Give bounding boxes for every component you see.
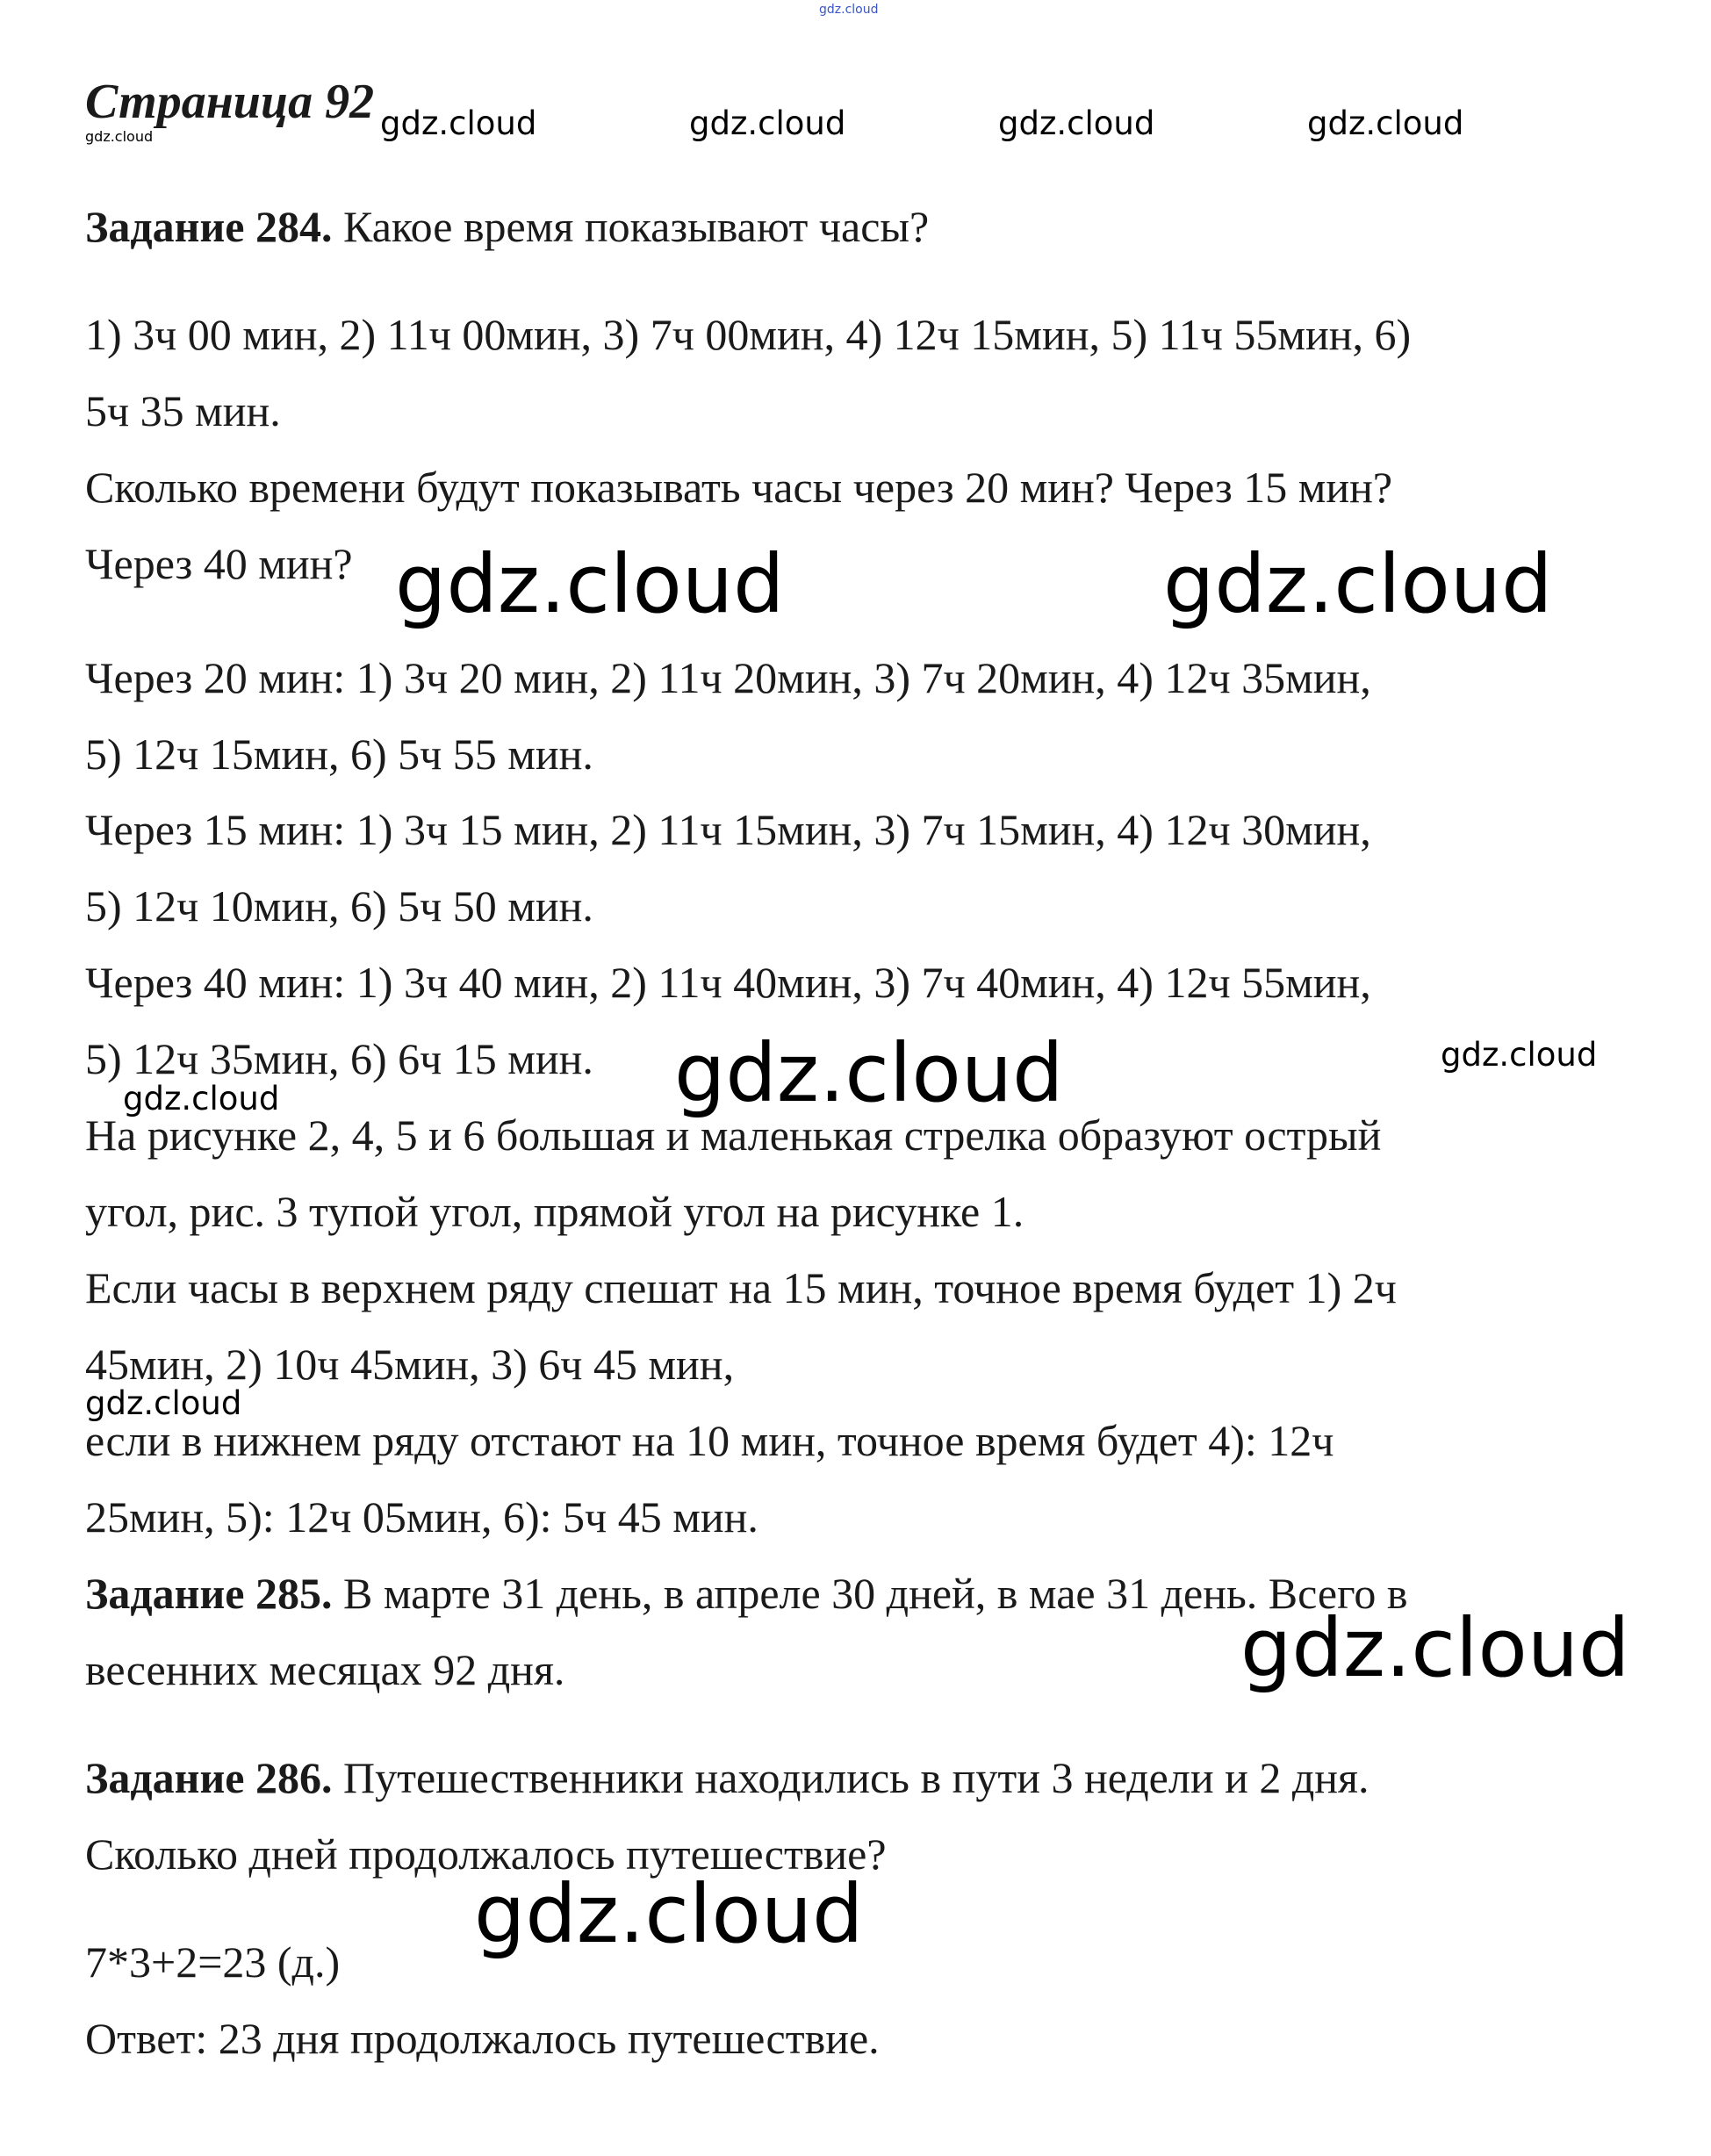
- task284-after40-line2: 5) 12ч 35мин, 6) 6ч 15 мин.: [85, 1034, 593, 1083]
- task284-label: Задание 284.: [85, 202, 333, 251]
- task284-slow-line2: 25мин, 5): 12ч 05мин, 6): 5ч 45 мин.: [85, 1492, 758, 1542]
- task286-label: Задание 286.: [85, 1753, 333, 1802]
- task286-line1: [85, 1753, 1370, 1802]
- watermark-header-3: gdz.cloud: [998, 104, 1155, 142]
- task286-answer: Ответ: 23 дня продолжалось путешествие.: [85, 2014, 880, 2063]
- task285-label: Задание 285.: [85, 1569, 333, 1618]
- watermark-large-2: gdz.cloud: [1163, 537, 1553, 631]
- task284-question2-line2: Через 40 мин?: [85, 539, 353, 588]
- task284-after20-line1: Через 20 мин: 1) 3ч 20 мин, 2) 11ч 20мин, 3) 7ч 20мин, 4) 12ч 35мин,: [85, 653, 1371, 702]
- task284-heading: [85, 202, 930, 251]
- task284-slow-line1: если в нижнем ряду отстают на 10 мин, точное время будет 4): 12ч: [85, 1416, 1334, 1465]
- task285-line1: [85, 1569, 1408, 1618]
- watermark-header-4: gdz.cloud: [1307, 104, 1464, 142]
- task284-answer-line1: 1) 3ч 00 мин, 2) 11ч 00мин, 3) 7ч 00мин, 4) 12ч 15мин, 5) 11ч 55мин, 6): [85, 310, 1412, 359]
- task284-after15-line2: 5) 12ч 10мин, 6) 5ч 50 мин.: [85, 881, 593, 931]
- task284-after40-line1: Через 40 мин: 1) 3ч 40 мин, 2) 11ч 40мин, 3) 7ч 40мин, 4) 12ч 55мин,: [85, 958, 1371, 1007]
- watermark-small: gdz.cloud: [85, 128, 154, 145]
- task284-question2-line1: Сколько времени будут показывать часы через 20 мин? Через 15 мин?: [85, 463, 1393, 512]
- task286-line2: Сколько дней продолжалось путешествие?: [85, 1829, 887, 1879]
- watermark-large-3: gdz.cloud: [674, 1026, 1064, 1120]
- task286-calc: 7*3+2=23 (д.): [85, 1937, 341, 1987]
- watermark-header-1: gdz.cloud: [380, 104, 537, 142]
- page-title: Страница 92: [85, 75, 375, 129]
- watermark-large-1: gdz.cloud: [395, 537, 785, 631]
- task284-answer-line2: 5ч 35 мин.: [85, 386, 281, 435]
- task285-line2: весенних месяцах 92 дня.: [85, 1645, 565, 1694]
- watermark-header-2: gdz.cloud: [689, 104, 846, 142]
- watermark-large-5: gdz.cloud: [474, 1867, 864, 1961]
- task284-angles-line2: угол, рис. 3 тупой угол, прямой угол на рисунке 1.: [85, 1187, 1024, 1236]
- task284-after15-line1: Через 15 мин: 1) 3ч 15 мин, 2) 11ч 15мин, 3) 7ч 15мин, 4) 12ч 30мин,: [85, 805, 1371, 854]
- task284-question: Какое время показывают часы?: [332, 202, 930, 251]
- task285-text1: В марте 31 день, в апреле 30 дней, в мае 31 день. Всего в: [332, 1569, 1408, 1618]
- task284-angles-line1: На рисунке 2, 4, 5 и 6 большая и маленькая стрелка образуют острый: [85, 1110, 1382, 1160]
- task284-fast-line1: Если часы в верхнем ряду спешат на 15 мин, точное время будет 1) 2ч: [85, 1263, 1397, 1312]
- watermark-lower-left: gdz.cloud: [85, 1384, 242, 1422]
- watermark-mid-left: gdz.cloud: [123, 1080, 280, 1118]
- watermark-top: gdz.cloud: [819, 3, 879, 17]
- task284-fast-line2: 45мин, 2) 10ч 45мин, 3) 6ч 45 мин,: [85, 1340, 735, 1389]
- watermark-mid-right: gdz.cloud: [1441, 1036, 1598, 1074]
- watermark-large-4: gdz.cloud: [1240, 1601, 1630, 1695]
- task284-after20-line2: 5) 12ч 15мин, 6) 5ч 55 мин.: [85, 729, 593, 779]
- task286-text1: Путешественники находились в пути 3 недели и 2 дня.: [332, 1753, 1370, 1802]
